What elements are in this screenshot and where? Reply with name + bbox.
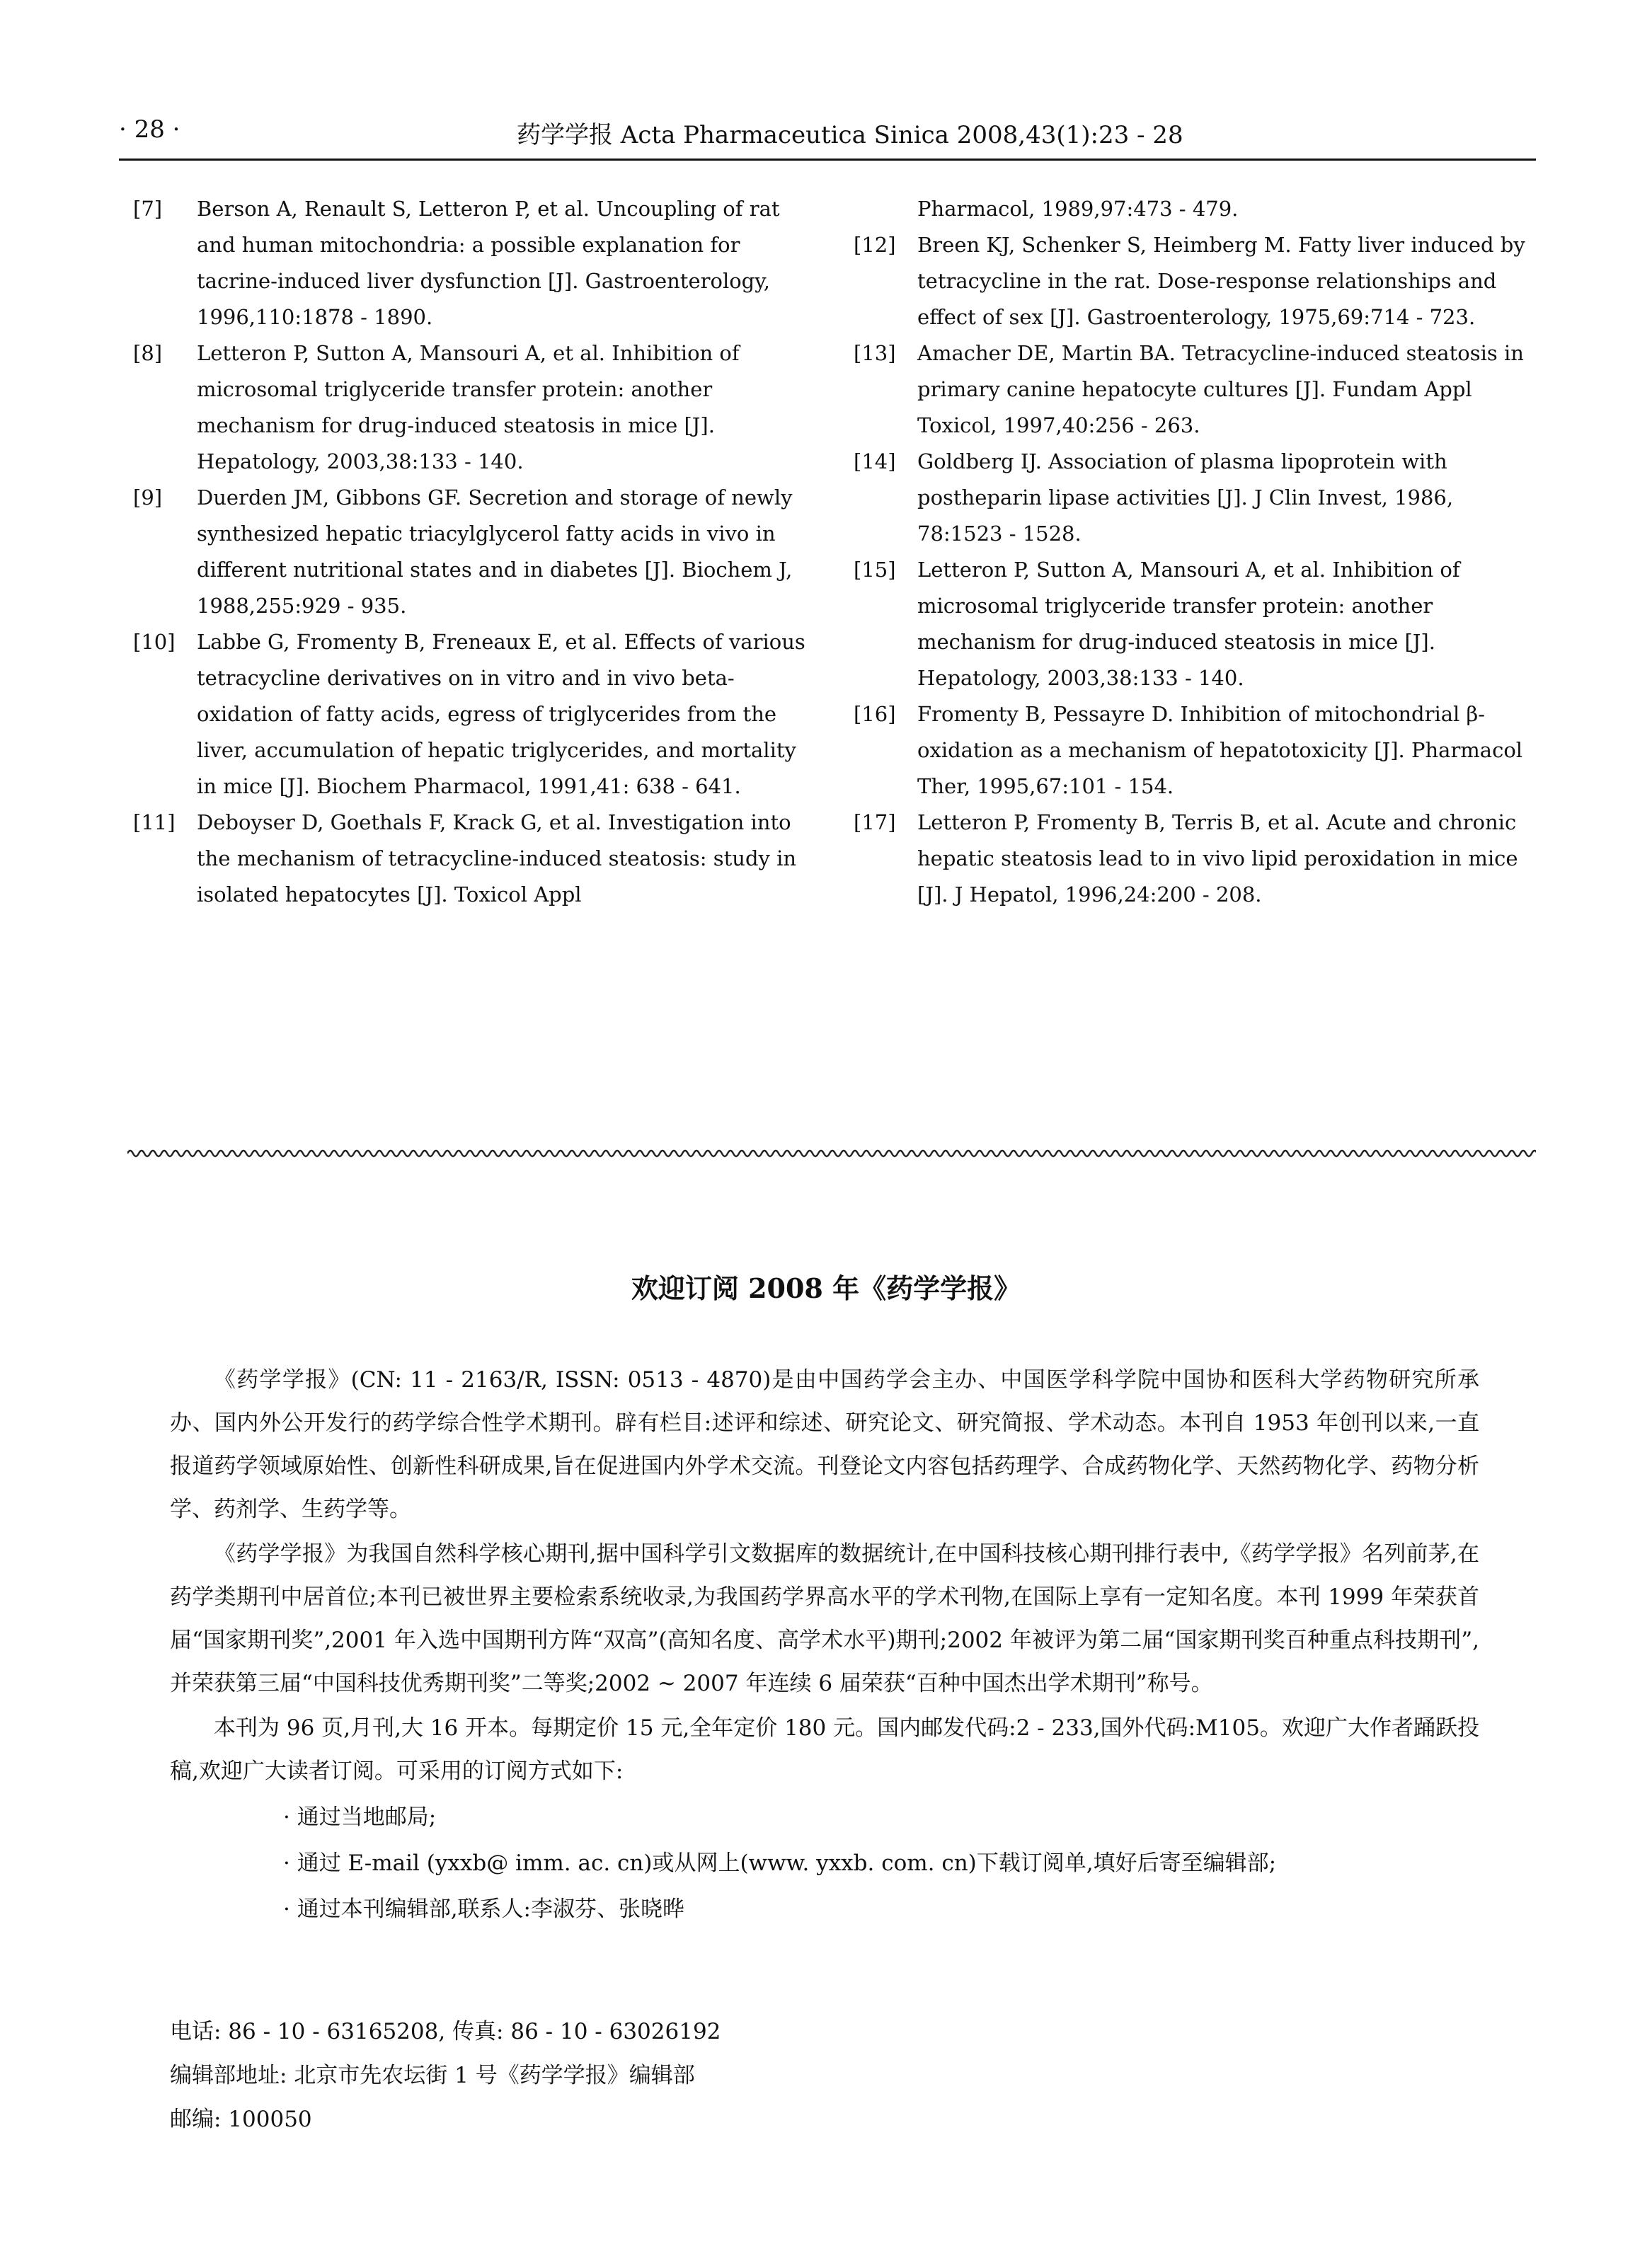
reference-entry [854, 696, 1533, 805]
reference-number: [8] [133, 341, 163, 365]
reference-number: [14] [854, 449, 896, 473]
reference-entry [854, 191, 1533, 227]
contact-address: 编辑部地址: 北京市先农坛街 1 号《药学学报》编辑部 [170, 2063, 695, 2088]
reference-number: [16] [854, 702, 896, 726]
reference-number: [11] [133, 810, 176, 834]
reference-number: [10] [133, 630, 176, 654]
contact-phone: 电话: 86 - 10 - 63165208, 传真: 86 - 10 - 63026192 [170, 2019, 721, 2044]
notice-paragraph: 《药学学报》(CN: 11 - 2163/R, ISSN: 0513 - 4870)是由中国药学会主办、中国医学科学院中国协和医科大学药物研究所承办、国内外公开发行的药学综合性学术期刊。辟有栏目:述评和综述、研究论文、研究简报、学术动态。本刊自 1953 年创刊以来,一直报道药学领域原始性、创新性科研成果,旨在促进国内外学术交流。刊登论文内容包括药理学、合成药物化学、天然药物化学、药物分析学、药剂学、生药学等。 [170, 1367, 1479, 1522]
reference-number: [12] [854, 233, 896, 257]
page-number: · 28 · [119, 115, 180, 144]
reference-number: [15] [854, 558, 896, 582]
reference-entry [854, 444, 1533, 552]
reference-entry [133, 624, 813, 805]
reference-text: Berson A, Renault S, Letteron P, et al. Uncoupling of rat and human mitochondria: a possible explanation for tacrine-induced liver dysfunction [J]. Gastroenterology, 1996,110:1878 - 1890. [197, 197, 780, 329]
reference-text: Labbe G, Fromenty B, Freneaux E, et al. Effects of various tetracycline derivatives on in vitro and in vivo beta-oxidation of fatty acids, egress of triglycerides from the liver, accumulation of hepatic triglycerides, and mortality in mice [J]. Biochem Pharmacol, 1991,41: 638 - 641. [197, 630, 805, 798]
header-rule [119, 159, 1536, 161]
reference-text: Letteron P, Sutton A, Mansouri A, et al. Inhibition of microsomal triglyceride transfer protein: another mechanism for drug-induced steatosis in mice [J]. Hepatology, 2003,38:133 - 140. [197, 341, 740, 473]
reference-number: [9] [133, 485, 163, 510]
references-right-column [854, 191, 1533, 913]
reference-text: Goldberg IJ. Association of plasma lipoprotein with postheparin lipase activities [J]. J Clin Invest, 1986, 78:1523 - 1528. [917, 449, 1454, 546]
notice-paragraph: 本刊为 96 页,月刊,大 16 开本。每期定价 15 元,全年定价 180 元。国内邮发代码:2 - 233,国外代码:M105。欢迎广大作者踊跃投稿,欢迎广大读者订阅。可采用的订阅方式如下: [170, 1715, 1479, 1784]
reference-entry [133, 191, 813, 335]
reference-text: Deboyser D, Goethals F, Krack G, et al. Investigation into the mechanism of tetracycline-induced steatosis: study in isolated hepatocytes [J]. Toxicol Appl [197, 810, 797, 906]
notice-body [170, 1359, 1479, 1933]
contact-postcode: 邮编: 100050 [170, 2107, 312, 2132]
reference-text: Letteron P, Sutton A, Mansouri A, et al. Inhibition of microsomal triglyceride transfer protein: another mechanism for drug-induced steatosis in mice [J]. Hepatology, 2003,38:133 - 140. [917, 558, 1460, 690]
reference-text: Fromenty B, Pessayre D. Inhibition of mitochondrial β-oxidation as a mechanism of hepatotoxicity [J]. Pharmacol Ther, 1995,67:101 - 154. [917, 702, 1523, 798]
reference-number: [7] [133, 197, 163, 221]
reference-entry [133, 335, 813, 480]
reference-number: [13] [854, 341, 896, 365]
subscription-methods [283, 1795, 1479, 1933]
reference-entry [854, 227, 1533, 335]
notice-paragraph: 《药学学报》为我国自然科学核心期刊,据中国科学引文数据库的数据统计,在中国科技核心期刊排行表中,《药学学报》名列前茅,在药学类期刊中居首位;本刊已被世界主要检索系统收录,为我国药学界高水平的学术刊物,在国际上享有一定知名度。本刊 1999 年荣获首届“国家期刊奖”,2001 年入选中国期刊方阵“双高”(高知名度、高学术水平)期刊;2002 年被评为第二届“国家期刊奖百种重点科技期刊”,并荣获第三届“中国科技优秀期刊奖”二等奖;2002 ~ 2007 年连续 6 届荣获“百种中国杰出学术期刊”称号。 [170, 1541, 1479, 1696]
subscription-method: · 通过本刊编辑部,联系人:李淑芬、张晓晔 [283, 1896, 685, 1922]
reference-text: Duerden JM, Gibbons GF. Secretion and storage of newly synthesized hepatic triacylglycerol fatty acids in vivo in different nutritional states and in diabetes [J]. Biochem J, 1988,255:929 - 935. [197, 485, 793, 618]
page-header [0, 110, 1652, 152]
reference-text: Amacher DE, Martin BA. Tetracycline-induced steatosis in primary canine hepatocyte cultures [J]. Fundam Appl Toxicol, 1997,40:256 - 263. [917, 341, 1524, 437]
decorative-divider [127, 1146, 1536, 1161]
reference-text: Pharmacol, 1989,97:473 - 479. [917, 197, 1239, 221]
reference-entry [133, 805, 813, 913]
subscription-method: · 通过 E-mail (yxxb@ imm. ac. cn)或从网上(www. yxxb. com. cn)下载订阅单,填好后寄至编辑部; [283, 1850, 1277, 1876]
reference-entry [854, 552, 1533, 696]
contact-info [170, 2010, 721, 2141]
references-left-column [133, 191, 813, 913]
reference-number: [17] [854, 810, 896, 834]
running-head: 药学学报 Acta Pharmaceutica Sinica 2008,43(1):23 - 28 [517, 121, 1183, 149]
subscription-method: · 通过当地邮局; [283, 1804, 437, 1830]
reference-entry [854, 335, 1533, 444]
reference-entry [854, 805, 1533, 913]
reference-text: Breen KJ, Schenker S, Heimberg M. Fatty liver induced by tetracycline in the rat. Dose-response relationships and effect of sex [J]. Gastroenterology, 1975,69:714 - 723. [917, 233, 1525, 329]
notice-title: 欢迎订阅 2008 年《药学学报》 [631, 1272, 1021, 1304]
reference-text: Letteron P, Fromenty B, Terris B, et al. Acute and chronic hepatic steatosis lead to in vivo lipid peroxidation in mice [J]. J Hepatol, 1996,24:200 - 208. [917, 810, 1518, 906]
reference-entry [133, 480, 813, 624]
